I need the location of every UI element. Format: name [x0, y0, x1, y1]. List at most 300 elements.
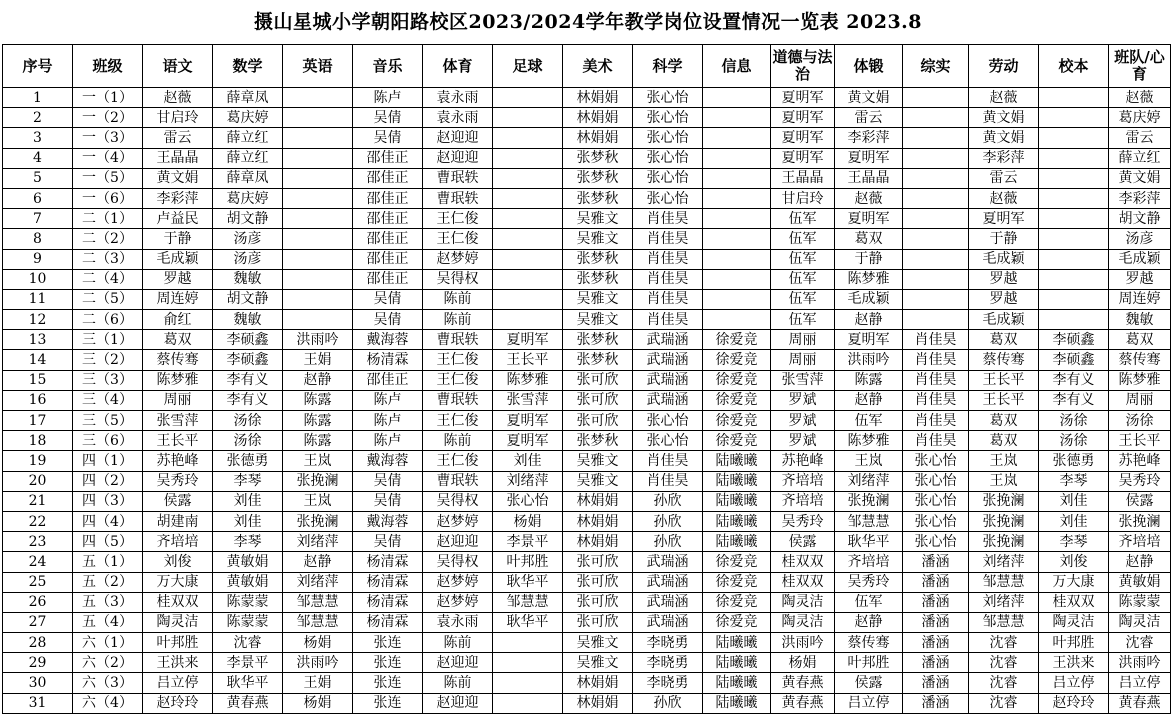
table-cell: 张梦秋	[563, 249, 633, 269]
table-cell: 吴雅文	[563, 451, 633, 471]
table-cell: 葛双	[835, 229, 903, 249]
table-cell: 王岚	[283, 491, 353, 511]
table-cell: 李有义	[213, 390, 283, 410]
table-cell: 武瑞涵	[633, 572, 703, 592]
table-cell: 伍军	[771, 249, 835, 269]
table-cell: 赵梦婷	[423, 511, 493, 531]
table-cell: 叶邦胜	[835, 653, 903, 673]
table-cell: 夏明军	[771, 128, 835, 148]
table-cell: 刘佳	[213, 491, 283, 511]
table-cell: 赵玲玲	[1039, 693, 1109, 713]
table-row	[3, 451, 1171, 471]
column-header: 科学	[633, 45, 703, 88]
table-cell: 耿华平	[213, 673, 283, 693]
table-cell: 陆曦曦	[703, 653, 771, 673]
table-cell: 王长平	[1109, 431, 1171, 451]
table-cell: 16	[3, 390, 73, 410]
table-cell: 杨清霖	[353, 592, 423, 612]
table-cell: 罗斌	[771, 411, 835, 431]
column-header: 劳动	[969, 45, 1039, 88]
table-cell: 曹珉轶	[423, 471, 493, 491]
table-cell: 陈前	[423, 289, 493, 309]
table-cell: 周丽	[771, 350, 835, 370]
table-cell	[903, 108, 969, 128]
table-cell: 陆曦曦	[703, 491, 771, 511]
table-cell	[283, 108, 353, 128]
table-cell: 邹慧慧	[283, 592, 353, 612]
table-cell: 黄春燕	[771, 673, 835, 693]
table-cell: 甘启玲	[771, 188, 835, 208]
table-cell: 葛庆婷	[213, 188, 283, 208]
table-cell: 赵薇	[143, 88, 213, 108]
table-cell: 陈露	[283, 411, 353, 431]
table-cell: 二（5）	[73, 289, 143, 309]
table-cell: 王娟	[283, 673, 353, 693]
table-cell: 林娟娟	[563, 491, 633, 511]
table-cell: 徐爱竞	[703, 390, 771, 410]
table-cell	[703, 289, 771, 309]
table-cell: 吴倩	[353, 491, 423, 511]
table-cell: 张挽澜	[969, 532, 1039, 552]
table-cell: 于静	[969, 229, 1039, 249]
table-cell: 赵静	[283, 370, 353, 390]
table-cell: 杨娟	[283, 633, 353, 653]
table-cell: 黄春燕	[771, 693, 835, 713]
table-cell: 薛立红	[213, 128, 283, 148]
table-cell: 肖佳昊	[633, 229, 703, 249]
table-cell: 吴得权	[423, 552, 493, 572]
table-cell: 张雪萍	[143, 411, 213, 431]
table-cell: 薛章凤	[213, 88, 283, 108]
table-cell: 蔡传骞	[835, 633, 903, 653]
column-header: 综实	[903, 45, 969, 88]
table-cell: 于静	[835, 249, 903, 269]
table-cell: 陈蒙蒙	[213, 592, 283, 612]
table-row	[3, 289, 1171, 309]
table-cell: 21	[3, 491, 73, 511]
table-cell: 李琴	[1039, 532, 1109, 552]
table-cell: 潘涵	[903, 673, 969, 693]
table-cell: 陈前	[423, 673, 493, 693]
table-cell: 邹慧慧	[969, 572, 1039, 592]
table-cell: 10	[3, 269, 73, 289]
table-cell: 徐爱竞	[703, 612, 771, 632]
table-cell: 肖佳昊	[633, 451, 703, 471]
table-cell: 肖佳昊	[633, 471, 703, 491]
table-cell: 赵静	[283, 552, 353, 572]
table-cell: 林娟娟	[563, 532, 633, 552]
table-cell: 夏明军	[493, 411, 563, 431]
table-row	[3, 612, 1171, 632]
table-cell: 肖佳昊	[903, 390, 969, 410]
table-cell: 潘涵	[903, 572, 969, 592]
table-cell: 13	[3, 330, 73, 350]
table-row	[3, 532, 1171, 552]
table-cell: 一（3）	[73, 128, 143, 148]
table-cell: 李彩萍	[969, 148, 1039, 168]
table-cell	[493, 269, 563, 289]
table-cell: 黄文娟	[969, 108, 1039, 128]
table-cell: 胡文静	[213, 289, 283, 309]
table-cell: 肖佳昊	[633, 269, 703, 289]
table-row	[3, 572, 1171, 592]
table-cell: 一（6）	[73, 188, 143, 208]
table-cell: 二（6）	[73, 310, 143, 330]
column-header: 班级	[73, 45, 143, 88]
table-cell: 张挽澜	[969, 511, 1039, 531]
table-cell: 曹珉轶	[423, 188, 493, 208]
table-cell: 7	[3, 209, 73, 229]
table-cell: 徐爱竞	[703, 592, 771, 612]
table-row	[3, 552, 1171, 572]
table-cell	[493, 128, 563, 148]
table-cell: 王岚	[969, 471, 1039, 491]
table-cell: 戴海蓉	[353, 451, 423, 471]
table-cell: 王晶晶	[143, 148, 213, 168]
table-cell: 苏艳峰	[1109, 451, 1171, 471]
table-cell	[903, 188, 969, 208]
table-cell: 19	[3, 451, 73, 471]
table-cell: 于静	[143, 229, 213, 249]
table-cell: 李晓勇	[633, 633, 703, 653]
table-cell: 三（4）	[73, 390, 143, 410]
table-cell: 叶邦胜	[143, 633, 213, 653]
table-cell: 肖佳昊	[903, 411, 969, 431]
table-cell: 赵薇	[969, 88, 1039, 108]
table-cell: 李硕鑫	[213, 350, 283, 370]
table-cell: 汤徐	[1039, 431, 1109, 451]
table-cell: 15	[3, 370, 73, 390]
table-cell: 陈前	[423, 431, 493, 451]
table-cell: 吴雅文	[563, 289, 633, 309]
table-cell: 25	[3, 572, 73, 592]
table-cell: 29	[3, 653, 73, 673]
table-cell: 伍军	[771, 289, 835, 309]
table-cell: 王仁俊	[423, 209, 493, 229]
table-cell: 王仁俊	[423, 411, 493, 431]
table-cell: 洪雨吟	[835, 350, 903, 370]
table-cell: 伍军	[771, 209, 835, 229]
table-cell: 张梦秋	[563, 350, 633, 370]
table-cell: 黄文娟	[969, 128, 1039, 148]
table-cell	[1039, 310, 1109, 330]
table-cell: 四（4）	[73, 511, 143, 531]
table-cell: 蔡传骞	[969, 350, 1039, 370]
table-cell: 陈梦雅	[1109, 370, 1171, 390]
table-cell: 武瑞涵	[633, 390, 703, 410]
table-cell: 陶灵洁	[771, 612, 835, 632]
table-cell	[493, 229, 563, 249]
table-cell: 桂双双	[1039, 592, 1109, 612]
table-cell: 张雪萍	[493, 390, 563, 410]
table-cell	[283, 310, 353, 330]
table-row	[3, 673, 1171, 693]
table-cell: 四（1）	[73, 451, 143, 471]
table-cell	[493, 633, 563, 653]
table-cell: 赵迎迎	[423, 653, 493, 673]
table-cell: 沈睿	[969, 653, 1039, 673]
table-cell: 齐培培	[771, 471, 835, 491]
table-cell: 夏明军	[771, 148, 835, 168]
table-cell: 三（1）	[73, 330, 143, 350]
column-header: 信息	[703, 45, 771, 88]
table-cell: 沈睿	[969, 633, 1039, 653]
table-cell: 张心怡	[633, 88, 703, 108]
table-cell: 六（3）	[73, 673, 143, 693]
table-cell: 雷云	[835, 108, 903, 128]
table-cell: 张心怡	[493, 491, 563, 511]
table-row	[3, 390, 1171, 410]
table-cell: 张挽澜	[283, 511, 353, 531]
table-cell: 27	[3, 612, 73, 632]
table-cell	[283, 128, 353, 148]
table-cell: 张连	[353, 653, 423, 673]
table-cell: 王娟	[283, 350, 353, 370]
table-cell: 雷云	[143, 128, 213, 148]
table-cell: 刘佳	[1039, 491, 1109, 511]
table-cell: 薛立红	[213, 148, 283, 168]
table-cell: 毛成颖	[143, 249, 213, 269]
column-header: 英语	[283, 45, 353, 88]
table-cell: 17	[3, 411, 73, 431]
table-cell: 陈梦雅	[835, 431, 903, 451]
table-cell: 杨清霖	[353, 612, 423, 632]
table-cell: 袁永雨	[423, 612, 493, 632]
table-cell: 戴海蓉	[353, 511, 423, 531]
table-cell: 武瑞涵	[633, 612, 703, 632]
table-cell: 葛双	[969, 431, 1039, 451]
table-cell: 陆曦曦	[703, 693, 771, 713]
table-cell: 黄敏娟	[213, 552, 283, 572]
table-cell	[493, 148, 563, 168]
table-cell: 陈露	[835, 370, 903, 390]
table-cell: 陈前	[423, 310, 493, 330]
table-cell: 邵佳正	[353, 229, 423, 249]
table-cell: 张可欣	[563, 592, 633, 612]
table-cell: 张可欣	[563, 411, 633, 431]
table-cell: 吴雅文	[563, 653, 633, 673]
table-cell	[903, 128, 969, 148]
table-cell	[1039, 209, 1109, 229]
table-body	[3, 88, 1171, 714]
table-cell: 洪雨吟	[283, 330, 353, 350]
table-cell: 汤徐	[1109, 411, 1171, 431]
table-cell: 吴倩	[353, 128, 423, 148]
table-cell: 陈卢	[353, 88, 423, 108]
table-cell: 吴得权	[423, 491, 493, 511]
table-cell: 齐培培	[771, 491, 835, 511]
table-row	[3, 411, 1171, 431]
table-cell: 林娟娟	[563, 108, 633, 128]
table-cell	[703, 249, 771, 269]
table-cell: 26	[3, 592, 73, 612]
table-cell: 张梦秋	[563, 431, 633, 451]
table-cell	[493, 209, 563, 229]
table-cell	[1039, 289, 1109, 309]
column-header: 音乐	[353, 45, 423, 88]
table-cell: 袁永雨	[423, 108, 493, 128]
table-cell: 潘涵	[903, 612, 969, 632]
table-cell: 肖佳昊	[903, 370, 969, 390]
table-cell: 胡文静	[213, 209, 283, 229]
column-header: 校本	[1039, 45, 1109, 88]
table-cell: 吕立停	[1039, 673, 1109, 693]
table-cell: 刘佳	[493, 451, 563, 471]
table-cell: 吴秀玲	[771, 511, 835, 531]
table-cell	[1039, 168, 1109, 188]
table-cell: 王长平	[969, 370, 1039, 390]
table-cell: 武瑞涵	[633, 552, 703, 572]
table-cell: 黄春燕	[1109, 693, 1171, 713]
table-cell	[703, 269, 771, 289]
table-cell: 陶灵洁	[1039, 612, 1109, 632]
table-cell: 雷云	[1109, 128, 1171, 148]
table-cell: 徐爱竞	[703, 370, 771, 390]
table-cell: 黄春燕	[213, 693, 283, 713]
table-cell: 肖佳昊	[633, 209, 703, 229]
table-cell: 侯露	[771, 532, 835, 552]
table-cell: 张连	[353, 673, 423, 693]
table-cell: 罗越	[143, 269, 213, 289]
table-cell: 夏明军	[835, 209, 903, 229]
table-cell	[283, 289, 353, 309]
table-cell: 赵梦婷	[423, 572, 493, 592]
table-cell: 潘涵	[903, 592, 969, 612]
table-cell: 汤彦	[213, 249, 283, 269]
table-cell: 刘绪萍	[283, 572, 353, 592]
table-row	[3, 491, 1171, 511]
table-cell: 吴雅文	[563, 471, 633, 491]
table-cell: 五（3）	[73, 592, 143, 612]
table-cell: 王长平	[143, 431, 213, 451]
table-cell: 葛双	[969, 330, 1039, 350]
table-cell: 戴海蓉	[353, 330, 423, 350]
column-header: 道德与法治	[771, 45, 835, 88]
table-cell: 5	[3, 168, 73, 188]
table-cell: 周丽	[143, 390, 213, 410]
table-cell: 沈睿	[969, 693, 1039, 713]
table-cell: 张心怡	[633, 431, 703, 451]
table-cell: 李硕鑫	[1039, 330, 1109, 350]
column-header: 语文	[143, 45, 213, 88]
table-cell: 三（3）	[73, 370, 143, 390]
table-cell: 9	[3, 249, 73, 269]
table-cell: 李彩萍	[143, 188, 213, 208]
table-cell: 四（3）	[73, 491, 143, 511]
table-cell: 8	[3, 229, 73, 249]
table-cell: 李有义	[1039, 390, 1109, 410]
table-cell: 王长平	[493, 350, 563, 370]
table-row	[3, 310, 1171, 330]
column-header: 序号	[3, 45, 73, 88]
table-cell: 王长平	[969, 390, 1039, 410]
table-cell: 张心怡	[633, 168, 703, 188]
table-cell: 伍军	[771, 269, 835, 289]
table-cell: 罗越	[969, 289, 1039, 309]
table-cell: 张梦秋	[563, 269, 633, 289]
table-cell: 吴秀玲	[835, 572, 903, 592]
table-cell: 杨清霖	[353, 350, 423, 370]
table-cell	[493, 653, 563, 673]
table-cell: 侯露	[835, 673, 903, 693]
table-cell: 徐爱竞	[703, 411, 771, 431]
table-cell: 沈睿	[213, 633, 283, 653]
table-cell: 陈卢	[353, 411, 423, 431]
table-cell: 赵迎迎	[423, 693, 493, 713]
table-cell: 张梦秋	[563, 168, 633, 188]
table-cell: 赵薇	[835, 188, 903, 208]
table-cell	[903, 148, 969, 168]
table-cell: 潘涵	[903, 633, 969, 653]
table-cell	[703, 188, 771, 208]
table-cell: 张心怡	[903, 451, 969, 471]
table-cell: 赵静	[835, 310, 903, 330]
table-cell	[903, 209, 969, 229]
table-cell	[703, 209, 771, 229]
table-row	[3, 209, 1171, 229]
table-cell: 31	[3, 693, 73, 713]
table-cell: 苏艳峰	[143, 451, 213, 471]
table-cell: 刘绪萍	[283, 532, 353, 552]
table-cell: 李有义	[213, 370, 283, 390]
table-cell: 6	[3, 188, 73, 208]
table-cell: 刘佳	[1039, 511, 1109, 531]
table-cell: 夏明军	[771, 88, 835, 108]
table-cell: 吴雅文	[563, 229, 633, 249]
table-cell: 李琴	[1039, 471, 1109, 491]
table-cell: 汤徐	[1039, 411, 1109, 431]
table-cell: 吴雅文	[563, 209, 633, 229]
table-cell	[493, 108, 563, 128]
table-cell: 胡文静	[1109, 209, 1171, 229]
table-cell: 赵静	[835, 390, 903, 410]
table-cell: 桂双双	[771, 552, 835, 572]
table-cell: 18	[3, 431, 73, 451]
table-cell: 桂双双	[143, 592, 213, 612]
table-cell: 葛庆婷	[213, 108, 283, 128]
table-cell	[903, 269, 969, 289]
table-cell: 夏明军	[969, 209, 1039, 229]
table-cell: 齐培培	[1109, 532, 1171, 552]
table-cell: 六（1）	[73, 633, 143, 653]
table-cell: 四（2）	[73, 471, 143, 491]
table-cell: 王晶晶	[835, 168, 903, 188]
table-cell: 杨娟	[283, 693, 353, 713]
table-row	[3, 168, 1171, 188]
table-cell: 11	[3, 289, 73, 309]
table-cell: 周连婷	[1109, 289, 1171, 309]
table-row	[3, 108, 1171, 128]
table-cell: 李有义	[1039, 370, 1109, 390]
table-cell: 五（1）	[73, 552, 143, 572]
table-cell: 周连婷	[143, 289, 213, 309]
table-cell: 赵梦婷	[423, 249, 493, 269]
table-cell: 李晓勇	[633, 673, 703, 693]
table-cell: 张连	[353, 693, 423, 713]
table-cell: 毛成颖	[1109, 249, 1171, 269]
table-cell: 武瑞涵	[633, 330, 703, 350]
table-cell: 夏明军	[493, 431, 563, 451]
table-cell: 张可欣	[563, 370, 633, 390]
column-header: 体育	[423, 45, 493, 88]
table-cell: 李景平	[213, 653, 283, 673]
table-cell: 汤徐	[213, 411, 283, 431]
table-cell: 徐爱竞	[703, 431, 771, 451]
table-cell: 赵玲玲	[143, 693, 213, 713]
table-cell: 蔡传骞	[143, 350, 213, 370]
table-cell: 曹珉轶	[423, 168, 493, 188]
table-cell: 刘绪萍	[969, 552, 1039, 572]
